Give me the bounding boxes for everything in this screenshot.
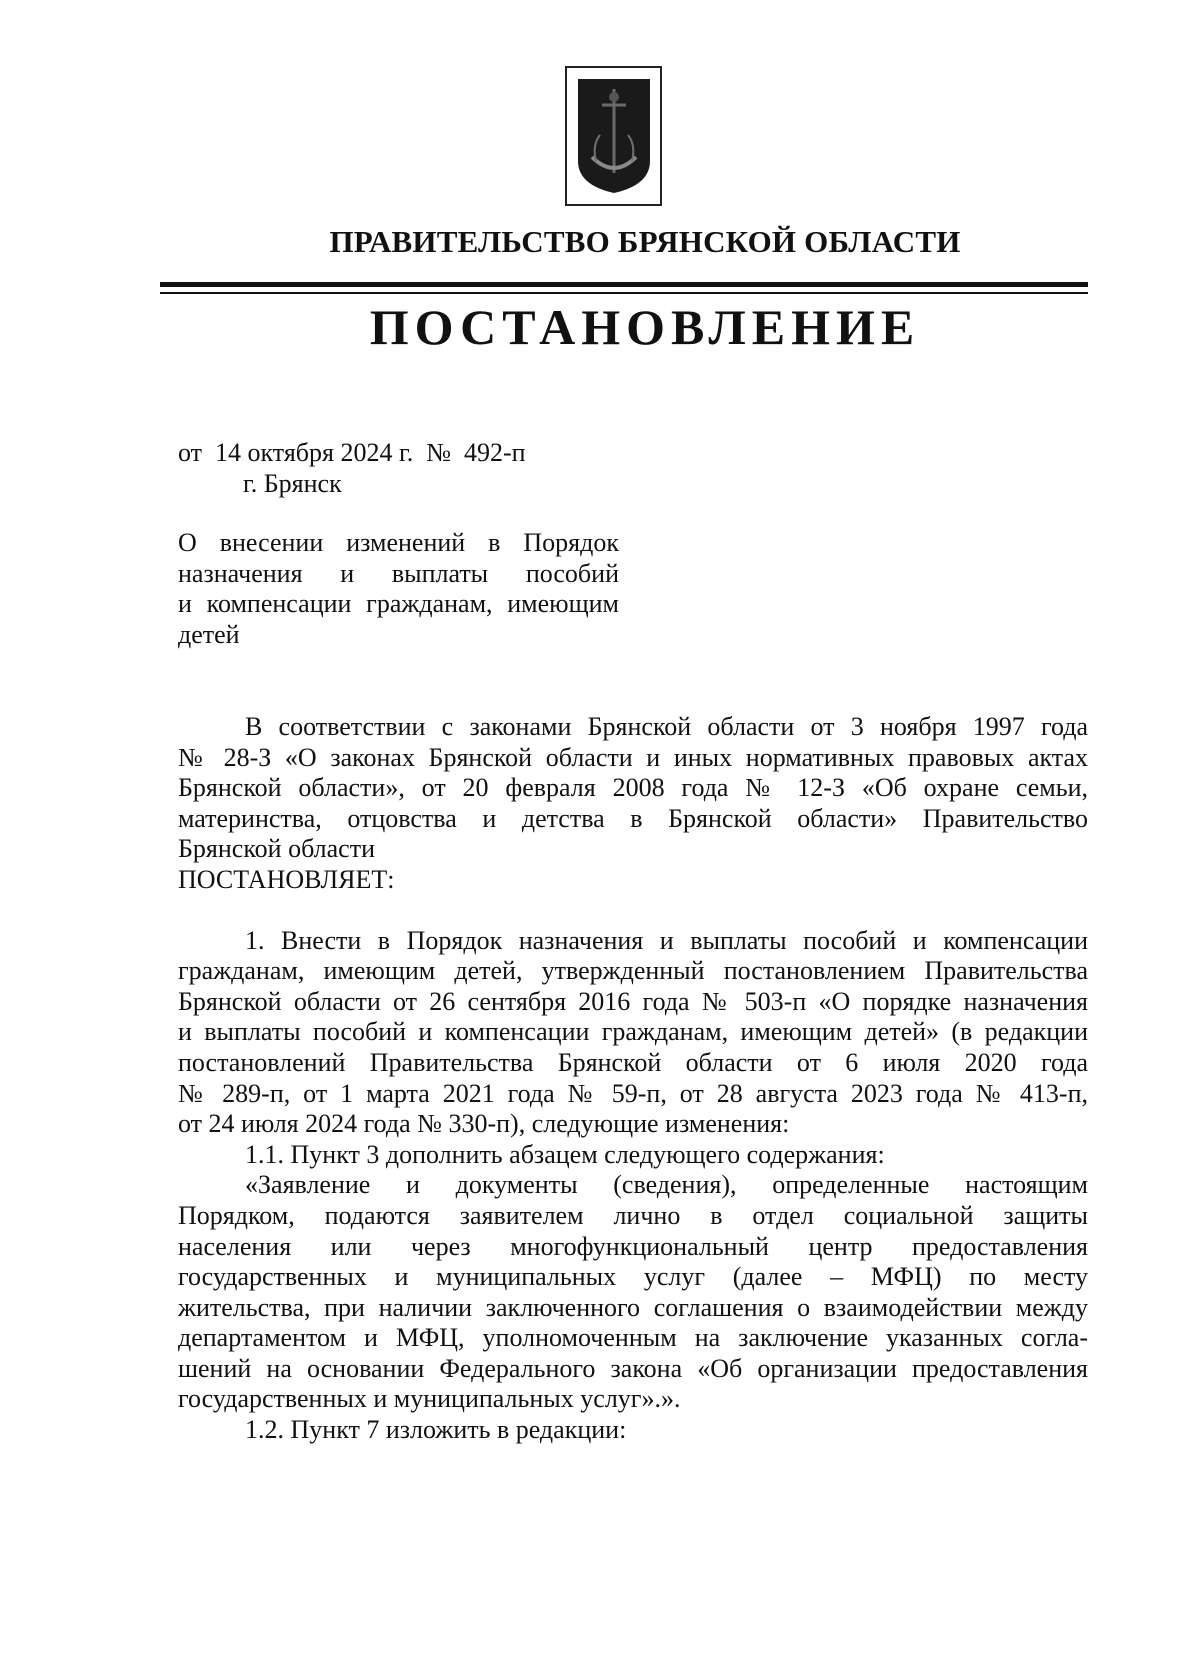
resolves-heading: ПОСТАНОВЛЯЕТ:: [178, 864, 395, 894]
preamble-line: материнства, отцовства и детства в Брянской области» Правительство: [178, 803, 1088, 833]
quote-line: шений на основании Федерального закона «Об организации предоставления: [178, 1353, 1088, 1383]
preamble-line: В соответствии с законами Брянской области от 3 ноября 1997 года: [245, 712, 1088, 741]
quote-line: государственных и муниципальных услуг (далее – МФЦ) по месту: [178, 1262, 1088, 1292]
item1-line: от 24 июля 2024 года № 330-п), следующие изменения:: [178, 1109, 790, 1139]
header-rule-thick: [160, 282, 1088, 287]
quote-line: населения или через многофункциональный центр предоставления: [178, 1231, 1088, 1261]
subject-line: назначения и выплаты пособий: [178, 558, 619, 588]
city-line: г. Брянск: [243, 469, 342, 498]
item1-2-line: 1.2. Пункт 7 изложить в редакции:: [245, 1415, 627, 1445]
item1-line: 1. Внести в Порядок назначения и выплаты пособий и компенсации: [245, 925, 1088, 955]
document-body: [178, 712, 1088, 1446]
item1-line: постановлений Правительства Брянской области от 6 июля 2020 года: [178, 1047, 1088, 1077]
subject-line: детей: [178, 619, 240, 649]
organization-title: ПРАВИТЕЛЬСТВО БРЯНСКОЙ ОБЛАСТИ: [329, 224, 961, 259]
date-number-line: от 14 октября 2024 г. № 492-п: [178, 438, 526, 467]
document-subject: [178, 528, 619, 650]
item1-line: Брянской области от 26 сентября 2016 года № 503-п «О порядке назначения: [178, 986, 1088, 1016]
quote-line: жительства, при наличии заключенного соглашения о взаимодействии между: [178, 1292, 1088, 1322]
preamble-line: Брянской области: [178, 834, 375, 864]
item1-1-line: 1.1. Пункт 3 дополнить абзацем следующего содержания:: [245, 1139, 885, 1169]
item1-line: гражданам, имеющим детей, утвержденный постановлением Правительства: [178, 956, 1088, 986]
coat-of-arms-emblem: [565, 66, 662, 206]
quote-line: государственных и муниципальных услуг».».: [178, 1384, 681, 1414]
coat-of-arms-icon: [574, 75, 654, 197]
subject-line: и компенсации гражданам, имеющим: [178, 589, 619, 618]
document-type-title: ПОСТАНОВЛЕНИЕ: [369, 299, 921, 355]
subject-line: О внесении изменений в Порядок: [178, 528, 619, 557]
preamble-line: № 28-З «О законах Брянской области и иных нормативных правовых актах: [178, 742, 1088, 772]
paragraph-gap: [178, 896, 1088, 926]
item1-line: № 289-п, от 1 марта 2021 года № 59-п, от 28 августа 2023 года № 413-п,: [178, 1078, 1088, 1108]
quote-line: Порядком, подаются заявителем лично в отдел социальной защиты: [178, 1200, 1088, 1230]
header-rule-thin: [160, 292, 1088, 294]
item1-line: и выплаты пособий и компенсации гражданам, имеющим детей» (в редакции: [178, 1017, 1088, 1047]
preamble-line: Брянской области», от 20 февраля 2008 года № 12-З «Об охране семьи,: [178, 773, 1088, 803]
quote-line: «Заявление и документы (сведения), определенные настоящим: [245, 1170, 1088, 1200]
quote-line: департаментом и МФЦ, уполномоченным на заключение указанных согла-: [178, 1323, 1088, 1353]
